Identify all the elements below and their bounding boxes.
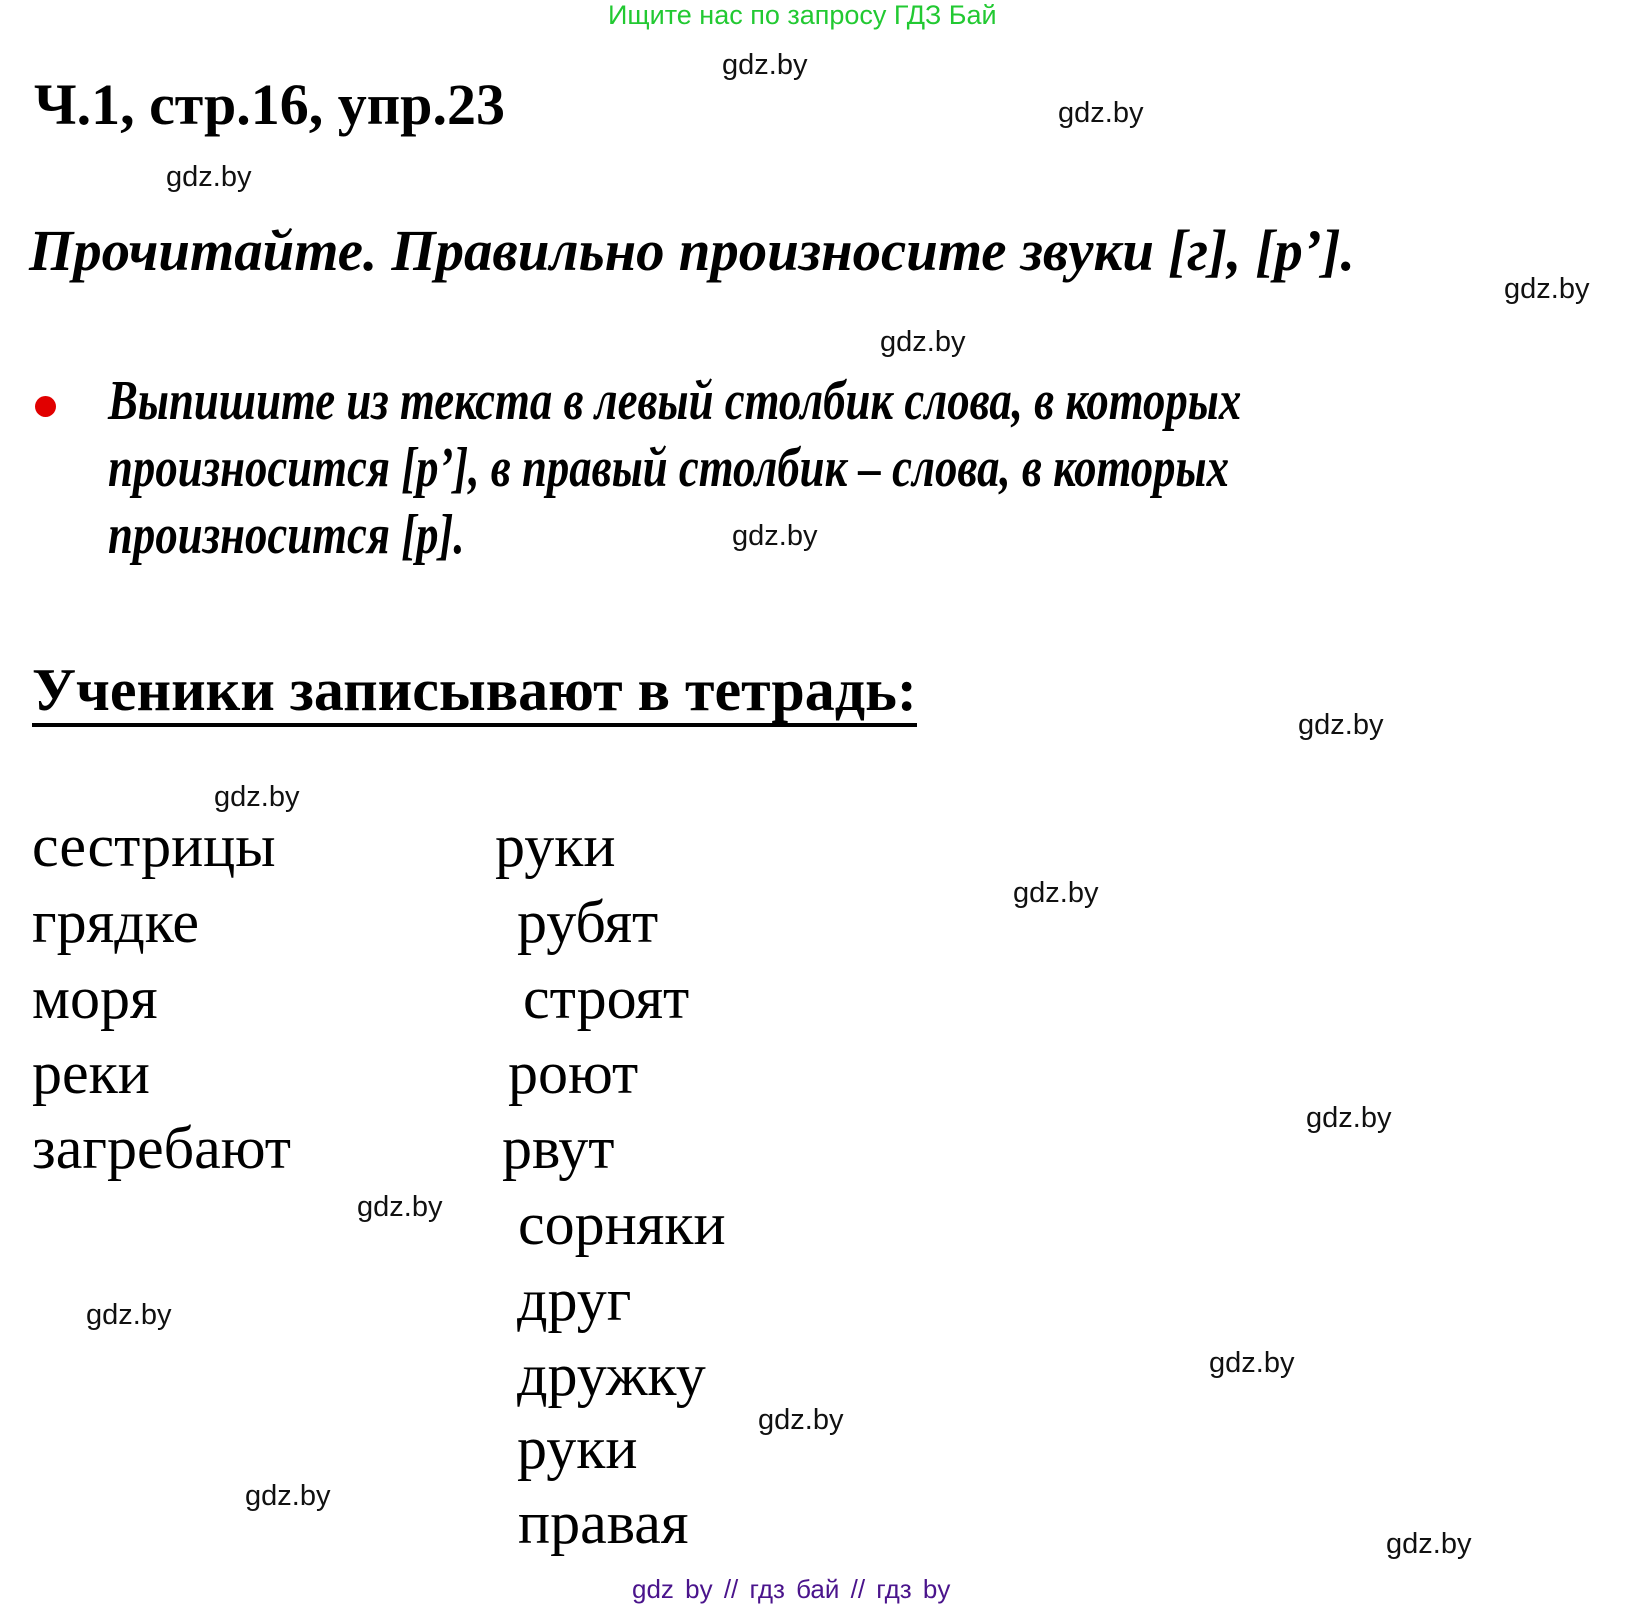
watermark: gdz.by — [1013, 877, 1099, 909]
right-column-word: строят — [523, 965, 690, 1031]
instruction-line: Выпишите из текста в левый столбик слова, в которых — [108, 370, 1242, 432]
watermark: gdz.by — [245, 1480, 331, 1512]
right-column-word: руки — [517, 1415, 638, 1481]
right-column-word: роют — [508, 1040, 639, 1106]
watermark: gdz.by — [732, 520, 818, 552]
watermark: gdz.by — [1058, 97, 1144, 129]
left-column-word: реки — [32, 1040, 150, 1106]
watermark: gdz.by — [166, 161, 252, 193]
watermark: gdz.by — [86, 1299, 172, 1331]
watermark: gdz.by — [880, 326, 966, 358]
right-column-word: рубят — [517, 889, 659, 955]
answer-heading: Ученики записывают в тетрадь: — [32, 657, 917, 727]
bullet-icon — [35, 396, 56, 417]
right-column-word: друг — [517, 1267, 632, 1333]
right-column-word: руки — [495, 813, 616, 879]
right-column-word: дружку — [517, 1342, 706, 1408]
left-column-word: сестрицы — [32, 813, 276, 879]
watermark: gdz.by — [758, 1404, 844, 1436]
watermark: gdz.by — [357, 1191, 443, 1223]
page-title: Ч.1, стр.16, упр.23 — [34, 72, 505, 137]
right-column-word: рвут — [502, 1115, 615, 1181]
left-column-word: моря — [32, 965, 158, 1031]
watermark: gdz.by — [1209, 1347, 1295, 1379]
task-instruction: Прочитайте. Правильно произносите звуки [г], [р’]. — [29, 218, 1355, 283]
watermark: gdz.by — [214, 781, 300, 813]
watermark: gdz.by — [1298, 709, 1384, 741]
watermark: gdz.by — [1306, 1102, 1392, 1134]
task-bullet-instruction — [108, 368, 1578, 569]
watermark: gdz.by — [1386, 1528, 1472, 1560]
right-column-word: сорняки — [518, 1191, 726, 1257]
instruction-line: произносится [р]. — [108, 504, 465, 566]
watermark: gdz.by — [1504, 273, 1590, 305]
right-column-word: правая — [518, 1490, 689, 1556]
left-column-word: грядке — [32, 889, 200, 955]
left-column-word: загребают — [32, 1115, 291, 1181]
instruction-line: произносится [р’], в правый столбик – слова, в которых — [108, 437, 1230, 499]
promo-banner[interactable]: Ищите нас по запросу ГДЗ Бай — [608, 0, 997, 30]
footer-links[interactable]: gdz by // гдз бай // гдз by — [632, 1574, 951, 1604]
watermark: gdz.by — [722, 49, 808, 81]
